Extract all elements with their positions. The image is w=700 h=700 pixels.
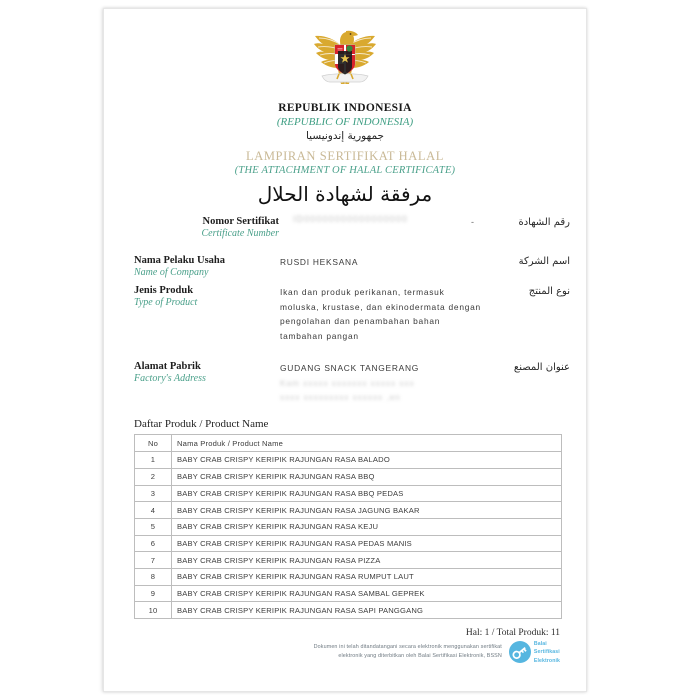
factory-address-label-en: Factory's Address	[134, 373, 206, 385]
product-type-label-ar: نوع المنتج	[528, 286, 570, 298]
field-spacer	[134, 347, 570, 359]
bse-logo-line1: Balai	[533, 640, 547, 647]
document-title-id: LAMPIRAN SERTIFIKAT HALAL	[245, 149, 445, 163]
table-row	[135, 502, 562, 519]
factory-address-label-ar: عنوان المصنع	[513, 362, 570, 374]
certificate-number-label-id: Nomor Sertifikat	[202, 216, 279, 227]
vertical-scrollbar-track[interactable]	[589, 0, 598, 700]
product-row-number: 3	[135, 485, 172, 502]
product-row-name: BABY CRAB CRISPY KERIPIK RAJUNGAN RASA BBQ PEDAS	[172, 485, 562, 502]
e-signature-notice-line1: Dokumen ini telah ditandatangani secara elektronik menggunakan sertifikat	[313, 643, 502, 650]
bse-logo-text	[531, 640, 560, 665]
country-name-en: (REPUBLIC OF INDONESIA)	[276, 116, 414, 128]
bse-logo	[509, 640, 560, 665]
product-row-number: 6	[135, 535, 172, 552]
product-type-label-en: Type of Product	[134, 297, 198, 309]
table-row	[135, 569, 562, 586]
factory-address-line3: xxxx xxxxxxxxx xxxxxx ,en	[280, 391, 401, 402]
column-header-no: No	[135, 435, 172, 452]
product-row-name: BABY CRAB CRISPY KERIPIK RAJUNGAN RASA SAPI PANGGANG	[172, 602, 562, 619]
document-footer	[104, 640, 586, 665]
factory-address-value: GUDANG SNACK TANGERANG	[280, 363, 420, 374]
product-table-container	[104, 434, 586, 619]
product-row-number: 7	[135, 552, 172, 569]
certificate-number-separator: -	[471, 217, 474, 227]
product-row-number: 5	[135, 518, 172, 535]
company-name-label	[134, 253, 274, 280]
document-header	[104, 102, 586, 208]
bse-logo-line3: Elektronik	[533, 657, 560, 664]
table-row	[135, 535, 562, 552]
company-name-value: RUSDI HEKSANA	[280, 256, 359, 267]
garuda-pancasila-emblem	[308, 23, 382, 93]
certificate-number-label-ar: رقم الشهادة	[518, 217, 570, 228]
field-company-name	[134, 253, 570, 280]
factory-address-label-id: Alamat Pabrik	[134, 361, 201, 373]
product-row-name: BABY CRAB CRISPY KERIPIK RAJUNGAN RASA SAMBAL GEPREK	[172, 585, 562, 602]
factory-address-label	[134, 359, 274, 386]
certificate-number-label	[134, 214, 287, 241]
document-title-en: (THE ATTACHMENT OF HALAL CERTIFICATE)	[234, 165, 456, 176]
table-row	[135, 468, 562, 485]
product-row-name: BABY CRAB CRISPY KERIPIK RAJUNGAN RASA KEJU	[172, 518, 562, 535]
product-row-name: BABY CRAB CRISPY KERIPIK RAJUNGAN RASA PEDAS MANIS	[172, 535, 562, 552]
product-row-name: BABY CRAB CRISPY KERIPIK RAJUNGAN RASA RUMPUT LAUT	[172, 569, 562, 586]
product-table	[134, 434, 562, 619]
e-signature-notice-line2: elektronik yang diterbitkan oleh Balai Sertifikasi Elektronik, BSSN	[338, 653, 502, 660]
product-table-body	[135, 452, 562, 619]
company-name-label-en: Name of Company	[134, 266, 209, 278]
product-type-label	[134, 283, 274, 310]
key-icon	[509, 641, 531, 663]
product-list-heading: Daftar Produk / Product Name	[134, 418, 269, 431]
column-header-product-name: Nama Produk / Product Name	[172, 435, 562, 452]
certificate-number-label-en: Certificate Number	[201, 228, 279, 240]
product-type-value: Ikan dan produk perikanan, termasuk moluska, krustase, dan ekinodermata dengan pengolahan dan penambahan bahan tambahan pangan	[280, 287, 481, 341]
certificate-number-value: ID00000000000000000	[293, 214, 408, 224]
product-row-name: BABY CRAB CRISPY KERIPIK RAJUNGAN RASA PIZZA	[172, 552, 562, 569]
table-row	[135, 602, 562, 619]
factory-address-line2: Kam xxxxx xxxxxxx xxxxx xxx	[280, 377, 415, 388]
field-certificate-number	[134, 214, 570, 241]
product-row-name: BABY CRAB CRISPY KERIPIK RAJUNGAN RASA BALADO	[172, 452, 562, 469]
table-row	[135, 452, 562, 469]
product-row-number: 2	[135, 468, 172, 485]
document-title-ar: مرفقة لشهادة الحلال	[257, 182, 433, 206]
e-signature-notice	[314, 643, 509, 662]
product-row-number: 10	[135, 602, 172, 619]
country-name-id: REPUBLIK INDONESIA	[278, 102, 412, 114]
factory-address-value-wrap	[274, 359, 484, 404]
certificate-number-value-wrap	[287, 214, 471, 224]
company-name-label-id: Nama Pelaku Usaha	[134, 254, 226, 266]
table-row	[135, 585, 562, 602]
certificate-page	[103, 8, 587, 692]
certificate-fields	[104, 214, 586, 404]
field-product-type	[134, 283, 570, 343]
table-row	[135, 552, 562, 569]
product-row-number: 8	[135, 569, 172, 586]
product-row-number: 4	[135, 502, 172, 519]
product-type-label-id: Jenis Produk	[134, 285, 194, 297]
emblem-container	[104, 9, 586, 98]
page-total-label: Hal: 1 / Total Produk: 11	[465, 628, 560, 639]
product-row-name: BABY CRAB CRISPY KERIPIK RAJUNGAN RASA BBQ	[172, 468, 562, 485]
table-row	[135, 518, 562, 535]
bse-logo-line2: Sertifikasi	[533, 649, 560, 656]
product-row-number: 9	[135, 585, 172, 602]
country-name-ar: جمهورية إندونيسيا	[305, 130, 385, 142]
table-row	[135, 485, 562, 502]
product-row-number: 1	[135, 452, 172, 469]
table-header-row	[135, 435, 562, 452]
company-name-label-ar: اسم الشركة	[518, 255, 570, 267]
field-factory-address	[134, 359, 570, 404]
product-row-name: BABY CRAB CRISPY KERIPIK RAJUNGAN RASA JAGUNG BAKAR	[172, 502, 562, 519]
